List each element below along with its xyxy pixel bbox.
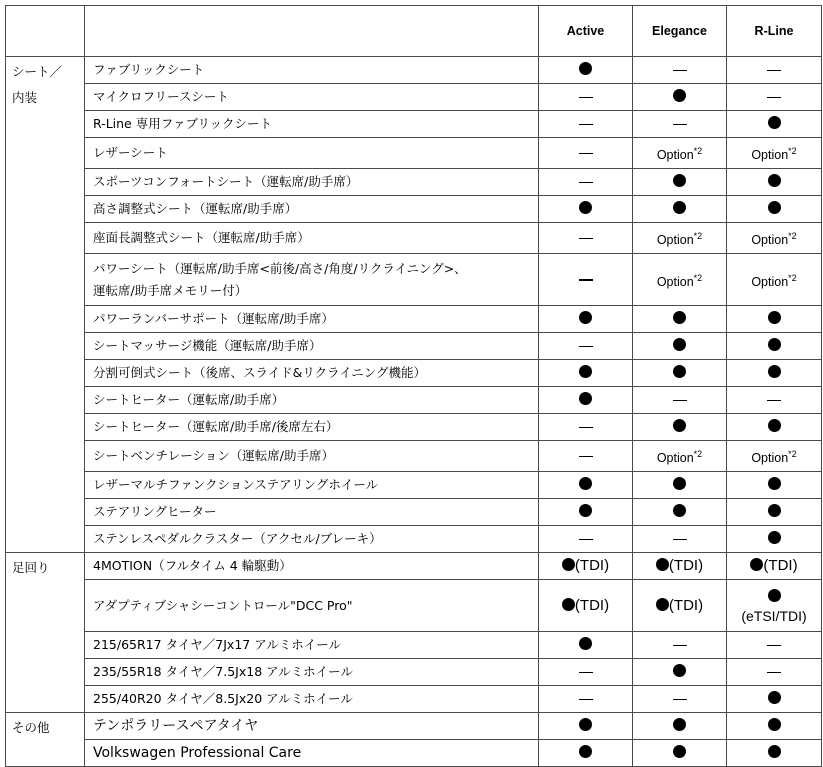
feature-label: 255/40R20 タイヤ／8.5Jx20 アルミホイール — [85, 686, 539, 713]
header-row — [6, 6, 822, 57]
option-footnote: *2 — [693, 146, 703, 156]
feature-label: シートマッサージ機能（運転席/助手席） — [85, 333, 539, 360]
table-row — [6, 196, 822, 223]
value-cell-active — [539, 713, 633, 740]
value-cell-elegance — [633, 57, 727, 84]
category-cell — [6, 713, 85, 767]
feature-label: 分割可倒式シート（後席、スライド&リクライニング機能） — [85, 360, 539, 387]
value-cell-r-line — [727, 360, 822, 387]
feature-label: 4MOTION（フルタイム 4 輪駆動） — [85, 553, 539, 580]
category-label: その他 — [12, 720, 50, 735]
standard-dot-icon — [562, 598, 575, 611]
value-cell-active — [539, 553, 633, 580]
value-cell-elegance — [633, 580, 727, 632]
value-cell-active — [539, 360, 633, 387]
not-available-dash-icon — [767, 645, 781, 647]
option-text: Option — [751, 451, 789, 465]
value-cell-r-line — [727, 414, 822, 441]
value-cell-elegance — [633, 169, 727, 196]
standard-dot-icon — [768, 201, 781, 214]
value-cell-r-line — [727, 499, 822, 526]
value-cell-active — [539, 499, 633, 526]
value-cell-r-line — [727, 659, 822, 686]
standard-dot-icon — [673, 89, 686, 102]
header-empty-cell — [6, 6, 85, 57]
value-cell-elegance — [633, 441, 727, 472]
feature-label: ステンレスペダルクラスター（アクセル/ブレーキ） — [85, 526, 539, 553]
table-row — [6, 472, 822, 499]
not-available-dash-icon — [579, 427, 593, 429]
not-available-dash-icon — [673, 70, 687, 72]
value-cell-active — [539, 57, 633, 84]
feature-label: パワーシート（運転席/助手席<前後/高さ/角度/リクライニング>、 運転席/助手席メモリー付） — [85, 254, 539, 306]
standard-dot-icon — [673, 745, 686, 758]
feature-label: R-Line 専用ファブリックシート — [85, 111, 539, 138]
not-available-dash-icon — [579, 346, 593, 348]
engine-note: (eTSI/TDI) — [741, 607, 807, 624]
standard-dot-icon — [673, 419, 686, 432]
feature-label: マイクロフリースシート — [85, 84, 539, 111]
value-cell-elegance — [633, 414, 727, 441]
standard-dot-icon — [750, 558, 763, 571]
value-cell-r-line — [727, 740, 822, 767]
value-cell-active — [539, 196, 633, 223]
column-header-elegance: Elegance — [633, 6, 727, 57]
feature-label: パワーランバーサポート（運転席/助手席） — [85, 306, 539, 333]
table-row — [6, 526, 822, 553]
standard-dot-icon — [768, 691, 781, 704]
not-available-dash-icon — [767, 70, 781, 72]
table-row — [6, 580, 822, 632]
option-text: Option — [751, 233, 789, 247]
table-row — [6, 659, 822, 686]
value-cell-elegance — [633, 138, 727, 169]
not-available-dash-icon — [579, 124, 593, 126]
feature-label: シートヒーター（運転席/助手席/後席左右） — [85, 414, 539, 441]
table-row — [6, 84, 822, 111]
option-text: Option — [656, 451, 694, 465]
standard-dot-icon — [768, 116, 781, 129]
standard-dot-icon — [673, 174, 686, 187]
header-empty-cell — [85, 6, 539, 57]
table-row — [6, 360, 822, 387]
value-cell-r-line — [727, 526, 822, 553]
value-cell-elegance — [633, 387, 727, 414]
standard-dot-icon — [673, 365, 686, 378]
value-cell-elegance — [633, 553, 727, 580]
not-available-dash-icon — [579, 699, 593, 701]
not-available-dash-icon — [673, 400, 687, 402]
value-cell-elegance — [633, 740, 727, 767]
feature-label: アダプティブシャシーコントロール"DCC Pro" — [85, 580, 539, 632]
value-cell-active — [539, 138, 633, 169]
value-cell-elegance — [633, 223, 727, 254]
not-available-dash-icon — [673, 124, 687, 126]
standard-dot-icon — [673, 311, 686, 324]
value-cell-r-line — [727, 441, 822, 472]
value-cell-r-line — [727, 333, 822, 360]
standard-dot-icon — [656, 598, 669, 611]
equipment-spec-table — [5, 5, 822, 767]
table-row — [6, 713, 822, 740]
not-available-dash-icon — [767, 672, 781, 674]
column-header-r-line: R-Line — [727, 6, 822, 57]
not-available-dash-icon — [579, 182, 593, 184]
value-cell-active — [539, 414, 633, 441]
feature-label: テンポラリースペアタイヤ — [85, 713, 539, 740]
standard-dot-icon — [768, 311, 781, 324]
table-row — [6, 169, 822, 196]
value-cell-r-line — [727, 84, 822, 111]
engine-note: (TDI) — [574, 557, 610, 574]
standard-dot-icon — [768, 338, 781, 351]
value-cell-active — [539, 387, 633, 414]
feature-label: 215/65R17 タイヤ／7Jx17 アルミホイール — [85, 632, 539, 659]
standard-dot-icon — [579, 62, 592, 75]
standard-dot-icon — [768, 504, 781, 517]
standard-dot-icon — [673, 504, 686, 517]
standard-dot-icon — [673, 201, 686, 214]
value-cell-r-line — [727, 632, 822, 659]
value-cell-active — [539, 223, 633, 254]
value-cell-r-line — [727, 196, 822, 223]
value-cell-r-line — [727, 472, 822, 499]
feature-label: シートベンチレーション（運転席/助手席） — [85, 441, 539, 472]
table-row — [6, 306, 822, 333]
table-row — [6, 632, 822, 659]
feature-label: Volkswagen Professional Care — [85, 740, 539, 767]
value-cell-elegance — [633, 686, 727, 713]
category-label: シート／ 内装 — [12, 64, 63, 105]
not-available-dash-icon — [767, 400, 781, 402]
standard-dot-icon — [579, 311, 592, 324]
engine-note: (TDI) — [668, 557, 704, 574]
value-cell-r-line — [727, 387, 822, 414]
value-cell-elegance — [633, 659, 727, 686]
value-cell-r-line — [727, 306, 822, 333]
value-cell-elegance — [633, 84, 727, 111]
feature-label: 高さ調整式シート（運転席/助手席） — [85, 196, 539, 223]
standard-dot-icon — [579, 745, 592, 758]
standard-dot-icon — [768, 718, 781, 731]
value-cell-r-line — [727, 169, 822, 196]
table-row — [6, 223, 822, 254]
standard-dot-icon — [768, 531, 781, 544]
option-text: Option — [656, 274, 694, 289]
standard-dot-icon — [768, 419, 781, 432]
table-row — [6, 138, 822, 169]
standard-dot-icon — [673, 664, 686, 677]
feature-label: ステアリングヒーター — [85, 499, 539, 526]
option-footnote: *2 — [788, 449, 797, 459]
feature-label: レザーシート — [85, 138, 539, 169]
value-cell-active — [539, 111, 633, 138]
value-cell-active — [539, 632, 633, 659]
table-row — [6, 441, 822, 472]
column-header-active: Active — [539, 6, 633, 57]
not-available-dash-icon — [579, 238, 593, 240]
feature-label: スポーツコンフォートシート（運転席/助手席） — [85, 169, 539, 196]
feature-label: ファブリックシート — [85, 57, 539, 84]
standard-dot-icon — [673, 338, 686, 351]
value-cell-r-line — [727, 686, 822, 713]
not-available-dash-icon — [579, 279, 593, 281]
category-label: 足回り — [12, 560, 50, 575]
value-cell-active — [539, 333, 633, 360]
standard-dot-icon — [768, 174, 781, 187]
value-cell-r-line — [727, 713, 822, 740]
value-cell-elegance — [633, 196, 727, 223]
value-cell-elegance — [633, 333, 727, 360]
value-cell-elegance — [633, 713, 727, 740]
table-row — [6, 686, 822, 713]
engine-note: (TDI) — [763, 557, 798, 574]
table-row — [6, 553, 822, 580]
standard-dot-icon — [768, 365, 781, 378]
option-text: Option — [751, 274, 789, 289]
option-text: Option — [751, 148, 789, 162]
table-row — [6, 387, 822, 414]
engine-note: (TDI) — [668, 596, 704, 614]
not-available-dash-icon — [767, 97, 781, 99]
table-row — [6, 254, 822, 306]
not-available-dash-icon — [579, 539, 593, 541]
value-cell-elegance — [633, 632, 727, 659]
value-cell-active — [539, 472, 633, 499]
value-cell-elegance — [633, 499, 727, 526]
standard-dot-icon — [579, 477, 592, 490]
value-cell-r-line — [727, 138, 822, 169]
value-cell-elegance — [633, 111, 727, 138]
value-cell-r-line — [727, 580, 822, 632]
not-available-dash-icon — [673, 539, 687, 541]
not-available-dash-icon — [673, 645, 687, 647]
category-cell — [6, 57, 85, 553]
value-cell-active — [539, 686, 633, 713]
option-footnote: *2 — [693, 449, 703, 459]
feature-label: 235/55R18 タイヤ／7.5Jx18 アルミホイール — [85, 659, 539, 686]
standard-dot-icon — [579, 718, 592, 731]
engine-note: (TDI) — [574, 596, 610, 614]
value-cell-elegance — [633, 254, 727, 306]
not-available-dash-icon — [579, 97, 593, 99]
standard-dot-icon — [673, 718, 686, 731]
standard-dot-icon — [768, 477, 781, 490]
not-available-dash-icon — [579, 456, 593, 458]
table-row — [6, 740, 822, 767]
value-cell-active — [539, 169, 633, 196]
standard-dot-icon — [768, 589, 781, 602]
standard-dot-icon — [562, 558, 575, 571]
option-footnote: *2 — [788, 272, 797, 283]
option-footnote: *2 — [693, 272, 703, 283]
option-text: Option — [656, 233, 694, 247]
not-available-dash-icon — [673, 699, 687, 701]
value-cell-active — [539, 84, 633, 111]
standard-dot-icon — [579, 504, 592, 517]
value-cell-elegance — [633, 526, 727, 553]
value-cell-active — [539, 306, 633, 333]
table-row — [6, 333, 822, 360]
value-cell-r-line — [727, 254, 822, 306]
value-cell-active — [539, 659, 633, 686]
value-cell-elegance — [633, 306, 727, 333]
value-cell-r-line — [727, 553, 822, 580]
not-available-dash-icon — [579, 153, 593, 155]
option-footnote: *2 — [788, 231, 797, 241]
table-row — [6, 414, 822, 441]
value-cell-r-line — [727, 111, 822, 138]
feature-label: 座面長調整式シート（運転席/助手席） — [85, 223, 539, 254]
table-body — [6, 6, 822, 767]
option-footnote: *2 — [693, 231, 703, 241]
value-cell-elegance — [633, 360, 727, 387]
category-cell — [6, 553, 85, 713]
feature-label: シートヒーター（運転席/助手席） — [85, 387, 539, 414]
standard-dot-icon — [768, 745, 781, 758]
not-available-dash-icon — [579, 672, 593, 674]
standard-dot-icon — [673, 477, 686, 490]
value-cell-active — [539, 254, 633, 306]
table-row — [6, 111, 822, 138]
table-row — [6, 57, 822, 84]
standard-dot-icon — [656, 558, 669, 571]
value-cell-active — [539, 740, 633, 767]
option-text: Option — [656, 148, 694, 162]
table-row — [6, 499, 822, 526]
value-cell-r-line — [727, 223, 822, 254]
standard-dot-icon — [579, 392, 592, 405]
value-cell-elegance — [633, 472, 727, 499]
standard-dot-icon — [579, 365, 592, 378]
value-cell-active — [539, 580, 633, 632]
option-footnote: *2 — [788, 146, 797, 156]
standard-dot-icon — [579, 201, 592, 214]
value-cell-active — [539, 526, 633, 553]
feature-label: レザーマルチファンクションステアリングホイール — [85, 472, 539, 499]
value-cell-active — [539, 441, 633, 472]
value-cell-r-line — [727, 57, 822, 84]
standard-dot-icon — [579, 637, 592, 650]
